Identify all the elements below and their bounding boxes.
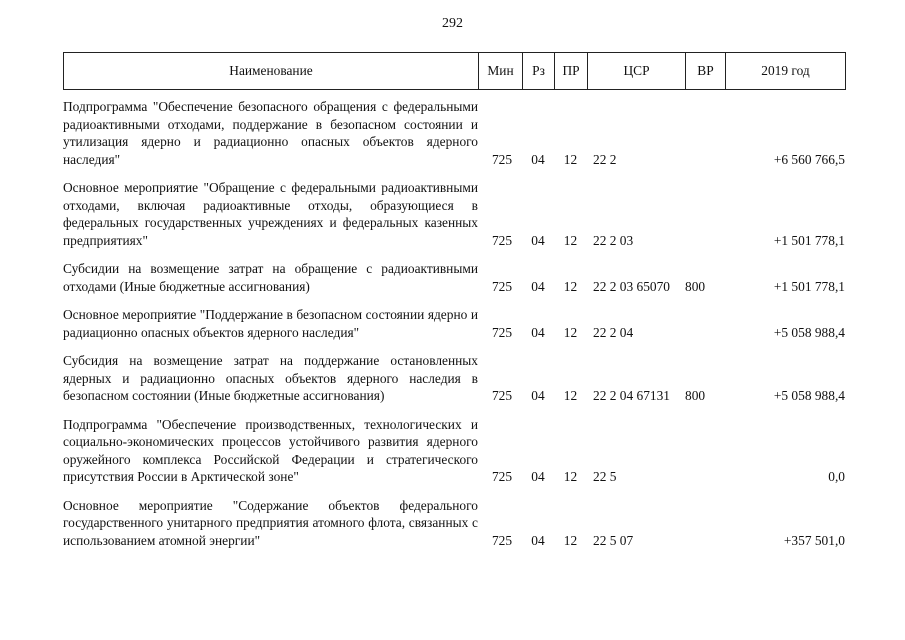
row-rz: 04 <box>531 232 545 248</box>
row-amount: +6 560 766,5 <box>773 151 845 167</box>
row-name: Основное мероприятие "Содержание объектов федерального государственного унитарного предприятия атомного флота, связанных с использованием атомной энергии" <box>63 497 478 548</box>
header-vr: ВР <box>686 53 726 90</box>
row-csr: 22 5 <box>593 469 617 484</box>
header-year: 2019 год <box>726 53 846 90</box>
row-pr: 12 <box>563 388 578 403</box>
row-vr: 800 <box>685 278 706 294</box>
header-pr: ПР <box>555 53 588 90</box>
row-amount: +357 501,0 <box>783 532 845 548</box>
row-name: Основное мероприятие "Поддержание в безопасном состоянии ядерно и радиационно опасных объектов ядерного наследия" <box>63 307 478 340</box>
row-vr: 800 <box>685 388 706 403</box>
table-header <box>63 52 846 90</box>
table-row <box>63 352 845 405</box>
header-rz: Рз <box>523 53 555 90</box>
row-csr: 22 2 04 <box>593 324 634 340</box>
row-rz: 04 <box>531 151 545 167</box>
row-min: 725 <box>491 151 513 167</box>
table-row <box>63 497 845 550</box>
row-min: 725 <box>491 469 513 484</box>
row-rz: 04 <box>531 532 545 548</box>
row-pr: 12 <box>563 469 578 484</box>
row-pr: 12 <box>563 232 578 248</box>
row-rz: 04 <box>531 388 545 403</box>
row-pr: 12 <box>563 151 578 167</box>
row-pr: 12 <box>563 324 578 340</box>
row-rz: 04 <box>531 278 545 294</box>
row-csr: 22 2 04 67131 <box>593 388 670 403</box>
row-name: Подпрограмма "Обеспечение безопасного обращения с федеральными радиоактивными отходами, поддержание в безопасном состоянии и утилизация ядерно и радиационно опасных объектов ядерного наследия" <box>63 99 478 167</box>
table-body <box>63 98 845 560</box>
header-name: Наименование <box>64 53 479 90</box>
table-row <box>63 306 845 341</box>
row-rz: 04 <box>531 469 545 484</box>
row-min: 725 <box>491 324 513 340</box>
page-number: 292 <box>442 16 463 31</box>
row-rz: 04 <box>531 324 545 340</box>
row-amount: +1 501 778,1 <box>773 232 845 248</box>
row-csr: 22 2 03 65070 <box>593 278 670 294</box>
row-name: Субсидии на возмещение затрат на обращение с радиоактивными отходами (Иные бюджетные ассигнования) <box>63 261 478 294</box>
row-name: Основное мероприятие "Обращение с федеральными радиоактивными отходами, включая радиоактивные отходы, образующиеся в федеральных государственных учреждениях и федеральных казенных предприятиях" <box>63 180 478 248</box>
row-amount: +5 058 988,4 <box>773 388 845 403</box>
row-csr: 22 2 03 <box>593 232 634 248</box>
table-row <box>63 98 845 168</box>
row-name: Субсидия на возмещение затрат на поддержание остановленных ядерных и радиационно опасных объектов ядерного наследия в безопасном состоянии (Иные бюджетные ассигнования) <box>63 353 478 403</box>
row-csr: 22 5 07 <box>593 532 634 548</box>
table-row <box>63 416 845 486</box>
row-amount: 0,0 <box>828 469 845 484</box>
header-min: Мин <box>479 53 523 90</box>
row-amount: +5 058 988,4 <box>773 324 845 340</box>
table-row <box>63 179 845 249</box>
row-csr: 22 2 <box>593 151 617 167</box>
row-name: Подпрограмма "Обеспечение производственных, технологических и социально-экономических процессов устойчивого развития ядерного оружейного комплекса Российской Федерации и стратегического присутствия России в Арктической зоне" <box>63 416 478 484</box>
table-row <box>63 260 845 295</box>
row-pr: 12 <box>563 278 578 294</box>
row-pr: 12 <box>563 532 578 548</box>
header-csr: ЦСР <box>588 53 686 90</box>
row-min: 725 <box>491 388 513 403</box>
row-min: 725 <box>491 278 513 294</box>
row-min: 725 <box>491 532 513 548</box>
row-min: 725 <box>491 232 513 248</box>
row-amount: +1 501 778,1 <box>773 278 845 294</box>
